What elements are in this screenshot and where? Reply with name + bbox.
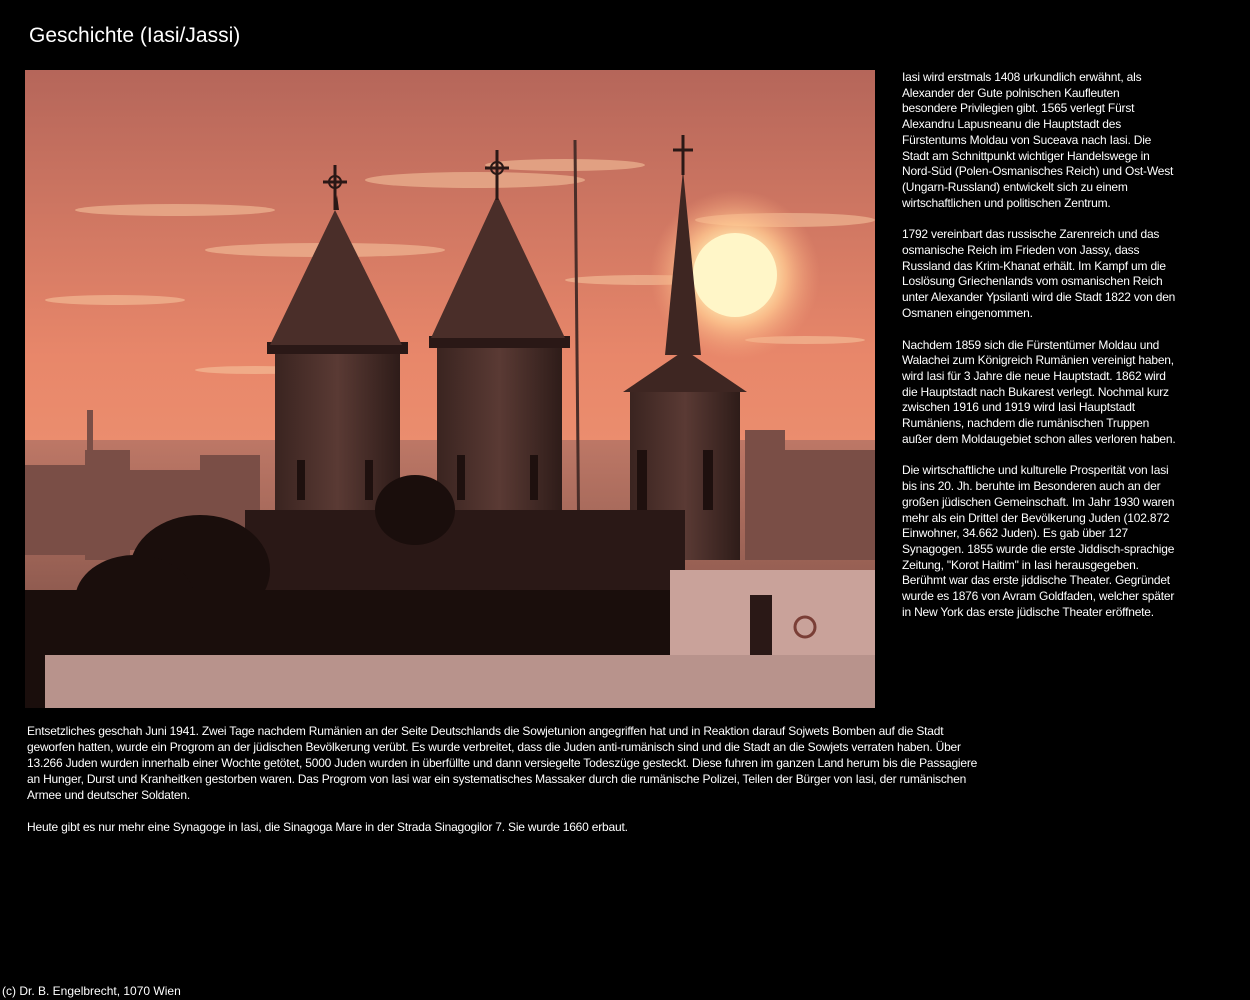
side-paragraph: Iasi wird erstmals 1408 urkundlich erwähnt, als Alexander der Gute polnischen Kaufleuten besondere Privilegien gibt. 1565 verlegt Fürst Alexandru Lapusneanu die Hauptstadt des Fürstentums Moldau von Suceava nach Iasi. Die Stadt am Schnittpunkt wichtiger Handelswege in Nord-Süd (Polen-Osmanisches Reich) und Ost-West (Ungarn-Russland) entwickelt sich zu einem wirtschaftlichen und politischen Zentrum. xyxy=(902,70,1174,210)
church-body xyxy=(245,510,685,590)
side-paragraph: 1792 vereinbart das russische Zarenreich und das osmanische Reich im Frieden von Jassy, dass Russland das Krim-Khanat erhält. Im Kampf um die Loslösung Griechenlands vom osmanischen Reich unter Alexander Ypsilanti wird die Stadt 1822 von den Osmanen eingenommen. xyxy=(902,227,1176,320)
bottom-paragraph: Entsetzliches geschah Juni 1941. Zwei Tage nachdem Rumänien an der Seite Deutschlands die Sowjetunion angegriffen hat und in Reaktion darauf Sojwets Bomben auf die Stadt geworfen hatten, wurde ein Progrom an der jüdischen Bevölkerung verübt. Es wurde verbreitet, dass die Juden anti-rumänisch sind und die Stadt an die Sowjets verraten haben. Über 13.266 Juden wurden innerhalb einer Wochte getötet, 5000 Juden wurden in überfüllte und dann versiegelte Todeszüge gesteckt. Diese fuhren im ganzen Land herum bis die Passagiere an Hunger, Durst und Kranheitken gestorben waren. Das Progrom von Iasi war ein systematisches Massaker durch die rumänische Polizei, Teilen der Bürger von Iasi, der rumänischen Armee und deutscher Soldaten. xyxy=(27,724,978,802)
foreground-roof xyxy=(45,655,875,708)
side-paragraph: Die wirtschaftliche und kulturelle Prosperität von Iasi bis ins 20. Jh. beruhte im Besonderen auch an der großen jüdischen Gemeinschaft. Im Jahr 1930 waren mehr als ein Drittel der Bevölkerung Juden (102.872 Einwohner, 34.662 Juden). Es gab über 127 Synagogen. 1855 wurde die erste Jiddisch-sprachige Zeitung, "Korot Haitim" in Iasi herausgegeben. Berühmt war das erste jiddische Theater. Gegründet wurde es 1876 von Avram Goldfaden, welcher später in New York das erste jüdische Theater eröffnete. xyxy=(902,463,1175,619)
sunset-church-photo xyxy=(25,70,875,708)
side-paragraph: Nachdem 1859 sich die Fürstentümer Moldau und Walachei zum Königreich Rumänien vereinigt haben, wird Iasi für 3 Jahre die neue Hauptstadt. 1862 wird die Hauptstadt nach Bukarest verlegt. Nochmal kurz zwischen 1916 und 1919 wird Iasi Hauptstadt Rumäniens, nachdem die rumänischen Truppen außer dem Moldaugebiet schon alles verloren haben. xyxy=(902,337,1176,446)
foreground-building xyxy=(670,570,875,655)
sun-core xyxy=(693,233,777,317)
side-history-text xyxy=(902,70,1177,637)
bottom-paragraph: Heute gibt es nur mehr eine Synagoge in Iasi, die Sinagoga Mare in der Strada Sinagogilor 7. Sie wurde 1660 erbaut. xyxy=(27,820,628,834)
page-title: Geschichte (Iasi/Jassi) xyxy=(29,24,241,47)
copyright-notice: (c) Dr. B. Engelbrecht, 1070 Wien xyxy=(2,984,181,998)
bottom-history-text xyxy=(27,723,987,851)
